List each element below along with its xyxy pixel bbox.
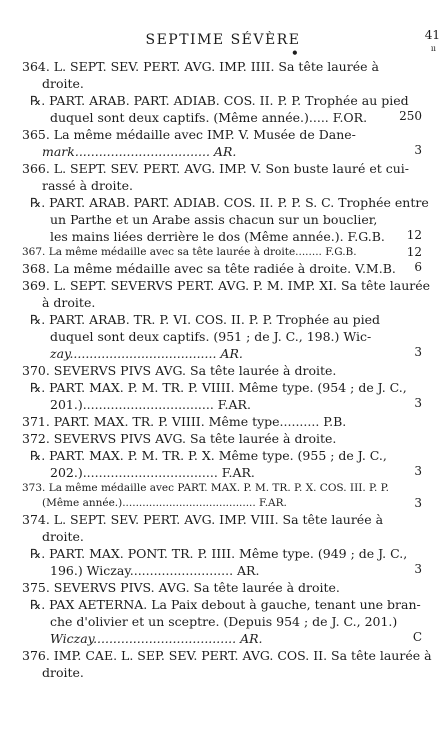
- rarity-value: C: [412, 630, 422, 644]
- coin-entry: [22, 260, 422, 277]
- rarity-value: 6: [414, 260, 422, 274]
- entry-line: ℞. PAX AETERNA. La Paix debout à gauche, tenant une bran-: [30, 597, 421, 612]
- coin-reverse-entry: [22, 379, 422, 413]
- coin-reverse-entry: [22, 194, 429, 245]
- coin-entry: [22, 647, 432, 681]
- entry-line: Wiczay.................................... AR.: [50, 631, 263, 646]
- entry-line: 375. SEVERVS PIVS. AVG. Sa tête laurée à droite.: [22, 580, 340, 595]
- page-number: 41: [424, 28, 440, 42]
- rarity-value: 3: [414, 143, 422, 157]
- entry-line: 366. L. SEPT. SEV. PERT. AVG. IMP. V. Son buste lauré et cui-: [22, 161, 410, 176]
- coin-entry-list: [22, 58, 432, 681]
- entry-line: ℞. PART. MAX. P. M. TR. P. VIIII. Même type. (954 ; de J. C.,: [30, 380, 407, 395]
- coin-entry: [22, 430, 422, 447]
- entry-line: 370. SEVERVS PIVS AVG. Sa tête laurée à droite.: [22, 363, 337, 378]
- entry-line: 365. La même médaille avec IMP. V. Musée de Dane-: [22, 127, 356, 142]
- rarity-value: 3: [414, 345, 422, 359]
- coin-entry: [22, 58, 422, 92]
- coin-entry: [22, 481, 422, 511]
- rarity-value: 3: [414, 464, 422, 478]
- coin-entry: [22, 245, 422, 260]
- entry-line: che d'olivier et un sceptre. (Depuis 954 ; de J. C., 201.): [50, 614, 398, 629]
- entry-line: ℞. PART. ARAB. PART. ADIAB. COS. II. P. P. Trophée au pied: [30, 93, 409, 108]
- entry-line: à droite.: [42, 295, 96, 310]
- entry-line-text: duquel sont deux captifs. (Même année.)..... F.OR.: [50, 110, 368, 125]
- entry-line: 369. L. SEPT. SEVERVS PERT. AVG. P. M. IMP. XI. Sa tête laurée: [22, 278, 431, 293]
- coin-entry: [22, 160, 422, 194]
- page-title: SEPTIME SÉVÈRE: [145, 32, 301, 48]
- entry-line: droite.: [42, 76, 84, 91]
- rarity-value: 250: [399, 109, 422, 123]
- entry-line: droite.: [42, 665, 84, 680]
- coin-reverse-entry: [22, 545, 422, 579]
- coin-entry: [22, 579, 422, 596]
- rarity-value: 12: [406, 245, 422, 259]
- entry-line: 201.)................................. F.AR.: [50, 397, 251, 412]
- coin-entry: [22, 511, 422, 545]
- entry-line: (Même année.)........................................ F.AR.: [42, 497, 287, 509]
- coin-entry: [22, 126, 422, 160]
- signature-mark: ıı: [430, 44, 436, 53]
- coin-entry: [22, 277, 431, 311]
- entry-line: mark.................................. AR.: [42, 144, 237, 159]
- entry-line: 368. La même médaille avec sa tête radiée à droite. V.M.B.: [22, 261, 396, 276]
- entry-line: ℞. PART. MAX. PONT. TR. P. IIII. Même type. (949 ; de J. C.,: [30, 546, 408, 561]
- entry-line: les mains liées derrière le dos (Même année.). F.G.B.: [50, 229, 385, 244]
- entry-line: un Parthe et un Arabe assis chacun sur un bouclier,: [50, 212, 378, 227]
- entry-line: 376. IMP. CAE. L. SEP. SEV. PERT. AVG. COS. II. Sa tête laurée à: [22, 648, 432, 663]
- coin-reverse-entry: [22, 596, 422, 647]
- entry-line: 364. L. SEPT. SEV. PERT. AVG. IMP. IIII. Sa tête laurée à: [22, 59, 379, 74]
- coin-reverse-entry: [22, 447, 422, 481]
- entry-line: 367. La même médaille avec sa tête laurée à droite........ F.G.B.: [22, 246, 357, 258]
- coin-entry: [22, 362, 422, 379]
- coin-reverse-entry: [22, 311, 422, 362]
- entry-line: 196.) Wiczay.......................... AR.: [50, 563, 260, 578]
- entry-line: ℞. PART. ARAB. PART. ADIAB. COS. II. P. P. S. C. Trophée entre: [30, 195, 429, 210]
- rarity-value: 3: [414, 562, 422, 576]
- coin-entry: [22, 413, 422, 430]
- entry-line: ℞. PART. MAX. P. M. TR. P. X. Même type. (955 ; de J. C.,: [30, 448, 387, 463]
- rarity-value: 3: [414, 396, 422, 410]
- header-dot: •: [291, 46, 299, 60]
- coin-reverse-entry: [22, 92, 422, 126]
- entry-line: [30, 109, 422, 126]
- entry-line: 372. SEVERVS PIVS AVG. Sa tête laurée à droite.: [22, 431, 337, 446]
- entry-line: 374. L. SEPT. SEV. PERT. AVG. IMP. VIII. Sa tête laurée à: [22, 512, 384, 527]
- entry-line: zay..................................... AR.: [50, 346, 243, 361]
- entry-line: droite.: [42, 529, 84, 544]
- entry-line: rassé à droite.: [42, 178, 133, 193]
- entry-line: duquel sont deux captifs. (951 ; de J. C., 198.) Wic-: [50, 329, 372, 344]
- entry-line: 202.).................................. F.AR.: [50, 465, 255, 480]
- entry-line: 371. PART. MAX. TR. P. VIIII. Même type.......... P.B.: [22, 414, 347, 429]
- rarity-value: 3: [414, 496, 422, 510]
- entry-line: 373. La même médaille avec PART. MAX. P. M. TR. P. X. COS. III. P. P.: [22, 482, 389, 494]
- entry-line: ℞. PART. ARAB. TR. P. VI. COS. II. P. P. Trophée au pied: [30, 312, 380, 327]
- rarity-value: 12: [406, 228, 422, 242]
